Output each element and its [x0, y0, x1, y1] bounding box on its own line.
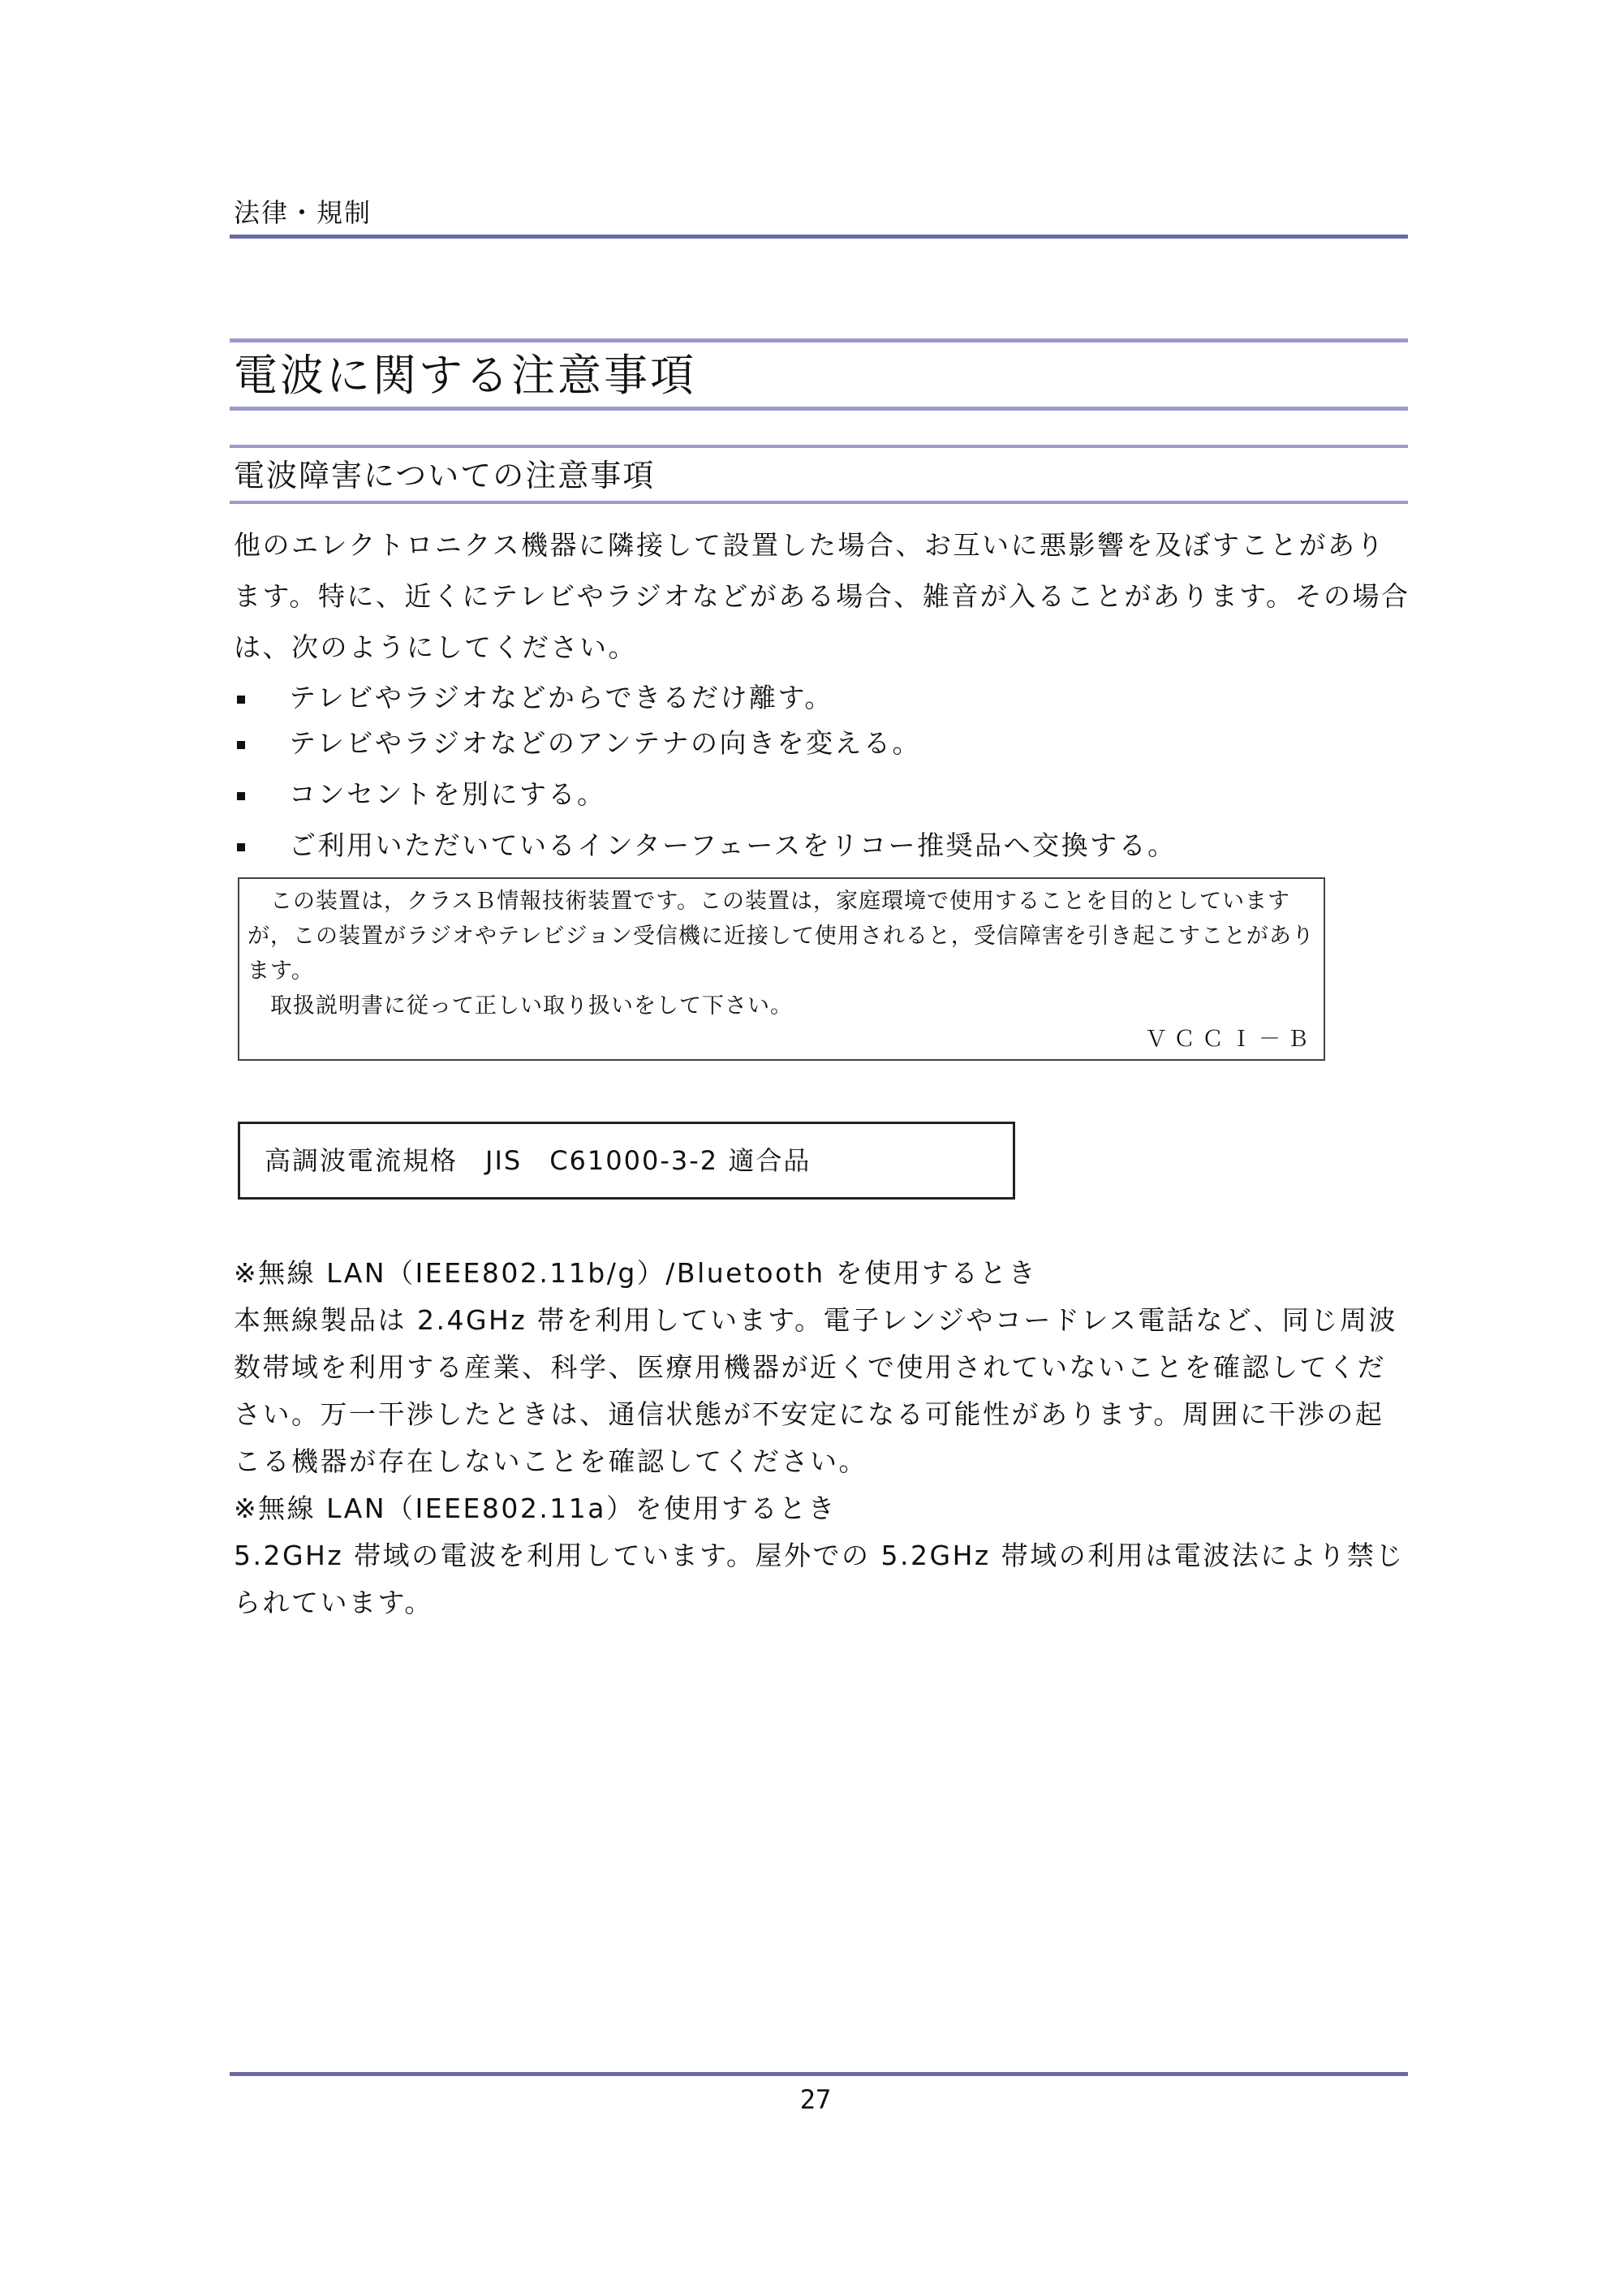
section-rule-bottom: [230, 501, 1408, 504]
bullet-icon: [237, 741, 245, 749]
vcci-class-mark: ＶＣＣＩ－Ｂ: [1145, 1027, 1315, 1052]
jis-compliance-box: [238, 1122, 1015, 1200]
list-item: [234, 772, 606, 817]
bullet-icon: [237, 696, 245, 704]
wlan-a-heading: ※無線 LAN（IEEE802.11a）を使用するとき: [234, 1493, 837, 1524]
section-rule-top: [230, 445, 1408, 448]
wireless-lan-notes: [234, 1250, 1412, 1626]
title-rule-bottom: [230, 407, 1408, 411]
header-rule: [230, 235, 1408, 239]
list-item: [234, 721, 922, 766]
jis-compliance-text: 高調波電流規格 JIS C61000-3-2 適合品: [265, 1145, 812, 1176]
vcci-paragraph: この装置は，クラスＢ情報技術装置です。この装置は，家庭環境で使用することを目的としていますが，この装置がラジオやテレビジョン受信機に近接して使用されると，受信障害を引き起こすことがあります。: [248, 889, 1315, 984]
intro-paragraph: 他のエレクトロニクス機器に隣接して設置した場合、お互いに悪影響を及ぼすことがあります。特に、近くにテレビやラジオなどがある場合、雑音が入ることがあります。その場合は、次のようにしてください。: [234, 529, 1410, 663]
wlan-bg-paragraph: 本無線製品は 2.4GHz 帯を利用しています。電子レンジやコードレス電話など、同じ周波数帯域を利用する産業、科学、医療用機器が近くで使用されていないことを確認してください。万一干渉したときは、通信状態が不安定になる可能性があります。周囲に干渉の起こる機器が存在しないことを確認してください。: [234, 1304, 1397, 1477]
list-item-text: ご利用いただいているインターフェースをリコー推奨品へ交換する。: [289, 829, 1177, 861]
running-header: 法律・規制: [234, 197, 372, 228]
bullet-icon: [237, 843, 245, 851]
vcci-notice-text: [248, 884, 1315, 1023]
vcci-notice-box: [238, 877, 1325, 1061]
page-number: 27: [799, 2084, 832, 2115]
list-item-text: テレビやラジオなどのアンテナの向きを変える。: [289, 727, 922, 759]
page-title: 電波に関する注意事項: [234, 350, 696, 401]
wlan-a-paragraph: 5.2GHz 帯域の電波を利用しています。屋外での 5.2GHz 帯域の利用は電波法により禁じられています。: [234, 1540, 1405, 1618]
list-item: [234, 675, 833, 721]
section-title: 電波障害についての注意事項: [234, 458, 656, 493]
list-item-text: テレビやラジオなどからできるだけ離す。: [289, 682, 833, 713]
list-item-text: コンセントを別にする。: [289, 778, 606, 810]
title-rule-top: [230, 338, 1408, 342]
wlan-bg-heading: ※無線 LAN（IEEE802.11b/g）/Bluetooth を使用するとき: [234, 1257, 1038, 1289]
list-item: [234, 823, 1177, 868]
bullet-icon: [237, 792, 245, 800]
footer-rule: [230, 2072, 1408, 2076]
vcci-instruction: 取扱説明書に従って正しい取り扱いをして下さい。: [248, 993, 793, 1019]
